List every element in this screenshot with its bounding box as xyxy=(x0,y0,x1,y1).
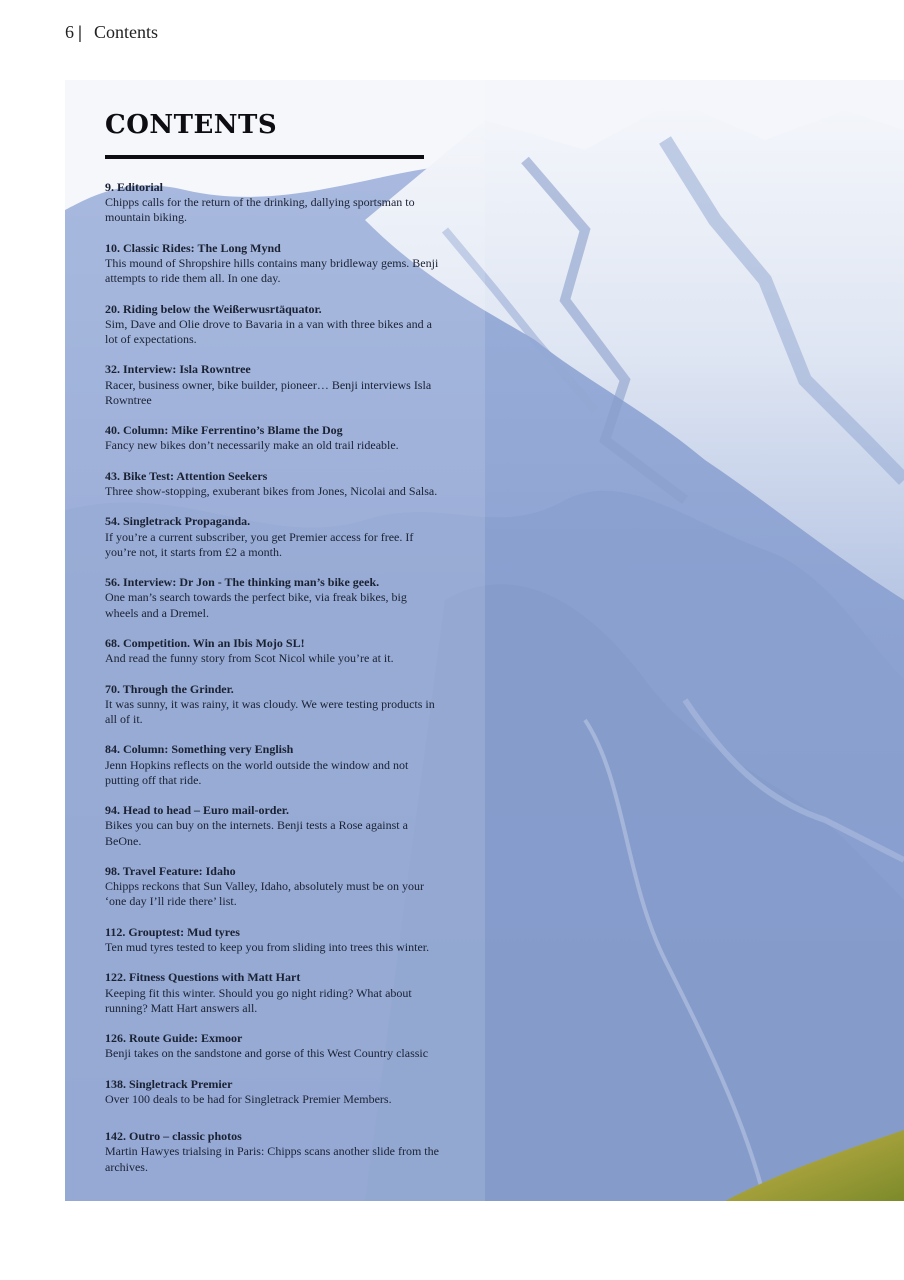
toc-description: Sim, Dave and Olie drove to Bavaria in a van with three bikes and a lot of expectations. xyxy=(105,316,432,346)
toc-entry[interactable] xyxy=(105,970,440,1016)
toc-heading: 68. Competition. Win an Ibis Mojo SL! xyxy=(105,635,305,650)
toc-description: If you’re a current subscriber, you get Premier access for free. If you’re not, it starts from £2 a month. xyxy=(105,529,414,559)
toc-heading: 142. Outro – classic photos xyxy=(105,1129,242,1144)
page-number: 6 xyxy=(65,22,74,42)
toc-entry[interactable] xyxy=(105,423,440,453)
toc-entry[interactable] xyxy=(105,636,440,666)
page-number-separator: | xyxy=(78,22,82,42)
toc-description: Bikes you can buy on the internets. Benji tests a Rose against a BeOne. xyxy=(105,818,408,848)
toc-entry[interactable] xyxy=(105,1129,440,1175)
toc-description: Three show-stopping, exuberant bikes from Jones, Nicolai and Salsa. xyxy=(105,483,438,498)
toc-description: Benji takes on the sandstone and gorse of this West Country classic xyxy=(105,1046,429,1061)
toc-heading: 43. Bike Test: Attention Seekers xyxy=(105,468,268,483)
toc-entry[interactable] xyxy=(105,1077,440,1107)
toc-description: Chipps reckons that Sun Valley, Idaho, absolutely must be on your ‘one day I’ll ride there’ list. xyxy=(105,879,424,909)
toc-description: Chipps calls for the return of the drinking, dallying sportsman to mountain biking. xyxy=(105,195,415,225)
toc-heading: 20. Riding below the Weißerwusrtäquator. xyxy=(105,301,322,316)
toc-entry[interactable] xyxy=(105,362,440,408)
toc-entry[interactable] xyxy=(105,803,440,849)
toc-description: Jenn Hopkins reflects on the world outside the window and not putting off that ride. xyxy=(105,757,409,787)
toc-entry[interactable] xyxy=(105,925,440,955)
toc-heading: 40. Column: Mike Ferrentino’s Blame the Dog xyxy=(105,423,343,438)
toc-heading: 70. Through the Grinder. xyxy=(105,681,234,696)
toc-heading: 32. Interview: Isla Rowntree xyxy=(105,362,251,377)
toc-heading: 56. Interview: Dr Jon - The thinking man’s bike geek. xyxy=(105,575,380,590)
toc-description: And read the funny story from Scot Nicol while you’re at it. xyxy=(105,651,394,666)
toc-heading: 54. Singletrack Propaganda. xyxy=(105,514,251,529)
toc-heading: 9. Editorial xyxy=(105,180,164,194)
toc-description: Keeping fit this winter. Should you go night riding? What about running? Matt Hart answers all. xyxy=(105,985,412,1015)
toc-heading: 122. Fitness Questions with Matt Hart xyxy=(105,970,301,985)
toc-description: Ten mud tyres tested to keep you from sliding into trees this winter. xyxy=(105,939,430,954)
toc-description: Martin Hawyes trialsing in Paris: Chipps scans another slide from the archives. xyxy=(105,1144,439,1174)
toc-entry[interactable] xyxy=(105,514,440,560)
toc-entry[interactable] xyxy=(105,864,440,910)
toc-heading: 98. Travel Feature: Idaho xyxy=(105,863,236,878)
toc-heading: 94. Head to head – Euro mail-order. xyxy=(105,803,290,818)
toc-heading: 84. Column: Something very English xyxy=(105,742,294,757)
toc-description: Fancy new bikes don’t necessarily make an old trail rideable. xyxy=(105,438,399,453)
toc-description: One man’s search towards the perfect bike, via freak bikes, big wheels and a Dremel. xyxy=(105,590,407,620)
toc-description: This mound of Shropshire hills contains many bridleway gems. Benji attempts to ride them all. In one day. xyxy=(105,256,439,286)
toc-heading: 126. Route Guide: Exmoor xyxy=(105,1031,243,1046)
toc-entry[interactable] xyxy=(105,180,440,226)
toc-description: It was sunny, it was rainy, it was cloudy. We were testing products in all of it. xyxy=(105,696,435,726)
page-title: CONTENTS xyxy=(105,110,278,140)
toc-entry[interactable] xyxy=(105,302,440,348)
toc-entry[interactable] xyxy=(105,1031,440,1061)
toc-heading: 10. Classic Rides: The Long Mynd xyxy=(105,240,281,255)
toc-entry[interactable] xyxy=(105,241,440,287)
title-divider xyxy=(105,155,424,159)
toc-entry[interactable] xyxy=(105,469,440,499)
running-head xyxy=(65,22,158,50)
toc-description: Racer, business owner, bike builder, pioneer… Benji interviews Isla Rowntree xyxy=(105,377,432,407)
toc-entry[interactable] xyxy=(105,575,440,621)
table-of-contents xyxy=(105,180,440,1190)
toc-heading: 138. Singletrack Premier xyxy=(105,1076,233,1091)
section-name: Contents xyxy=(93,22,158,42)
toc-heading: 112. Grouptest: Mud tyres xyxy=(105,924,240,939)
toc-description: Over 100 deals to be had for Singletrack Premier Members. xyxy=(105,1091,392,1106)
toc-entry[interactable] xyxy=(105,742,440,788)
toc-entry[interactable] xyxy=(105,682,440,728)
